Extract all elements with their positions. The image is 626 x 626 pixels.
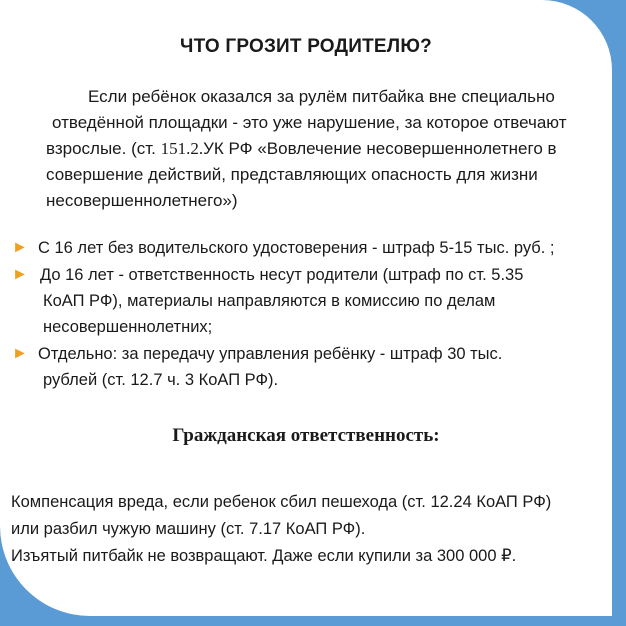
arrow-right-icon: ► [12,239,28,256]
arrow-right-icon: ► [12,266,28,283]
list-item-line-1: С 16 лет без водительского удостоверения - штраф 5-15 тыс. руб. ; [38,239,555,257]
intro-line-1: Если ребёнок оказался за рулём питбайка вне специально [88,87,555,106]
list-item [12,341,612,393]
arrow-right-icon: ► [12,345,28,362]
civil-line-3: Изъятый питбайк не возвращают. Даже если купили за 300 000 ₽. [11,547,517,565]
list-item-line-2: КоАП РФ), материалы направляются в комиссию по делам [43,292,496,310]
list-item-line-1: Отдельно: за передачу управления ребёнку - штраф 30 тыс. [38,345,503,363]
section-subtitle: Гражданская ответственность: [172,425,440,446]
intro-line-4: совершение действий, представляющих опасность для жизни [46,165,538,184]
list-item [12,235,612,261]
list-item-line-1: До 16 лет - ответственность несут родители (штраф по ст. 5.35 [40,266,524,284]
intro-line-3-b: УК РФ «Вовлечение несовершеннолетнего в [203,139,557,158]
list-item [12,262,612,340]
intro-line-3 [46,136,606,162]
intro-line-3-a: взрослые. (ст. [46,139,161,158]
page-title: ЧТО ГРОЗИТ РОДИТЕЛЮ? [180,36,432,57]
civil-line-1: Компенсация вреда, если ребенок сбил пешехода (ст. 12.24 КоАП РФ) [11,493,552,511]
intro-line-2: отведённой площадки - это уже нарушение, за которое отвечают [52,113,567,132]
civil-line-2: или разбил чужую машину (ст. 7.17 КоАП РФ). [11,520,366,538]
civil-liability-paragraph [11,489,611,570]
penalty-list [12,235,612,394]
list-item-line-2: рублей (ст. 12.7 ч. 3 КоАП РФ). [43,371,279,389]
intro-article-number: 151.2. [160,139,204,158]
intro-line-5: несовершеннолетнего») [46,191,238,210]
list-item-line-3: несовершеннолетних; [43,318,213,336]
intro-paragraph [46,84,606,214]
